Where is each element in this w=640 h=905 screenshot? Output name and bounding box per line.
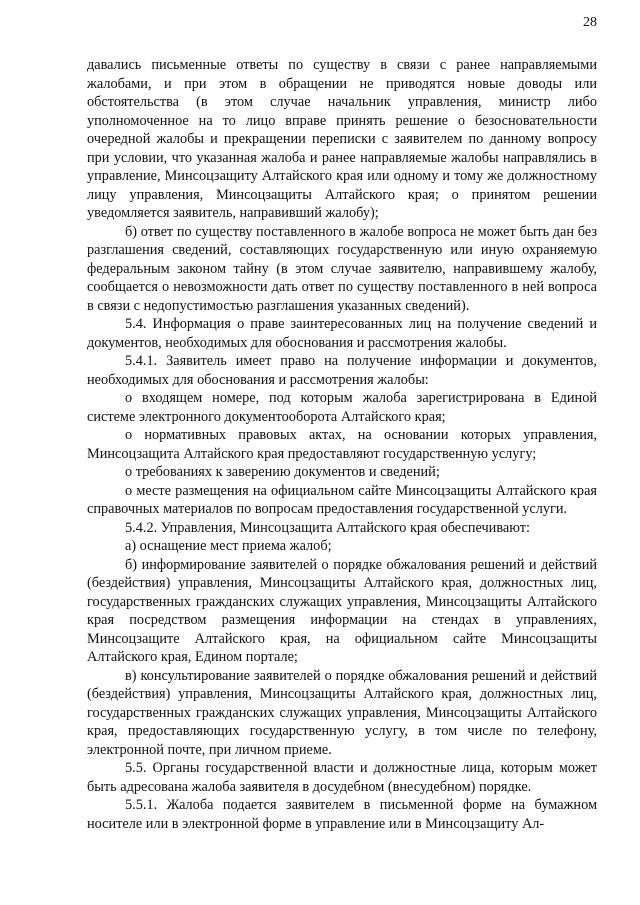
paragraph: давались письменные ответы по существу в связи с ранее направляемыми жалобами, и при этом в обращении не приводятся новые доводы или обстоятельства (в этом случае начальник управления, министр либо уполномоченное на то лицо вправе принять решение о безосновательности очередной жалобы и прекращении переписки с заявителем по данному вопросу при условии, что указанная жалоба и ранее направляемые жалобы направлялись в управление, Минсоцзащиту Алтайского края или одному и тому же должностному лицу управления, Минсоцзащиты Алтайского края; о принятом решении уведомляется заявитель, направивший жалобу); xyxy=(87,57,597,221)
document-body xyxy=(87,56,597,833)
paragraph: а) оснащение мест приема жалоб; xyxy=(125,538,332,554)
paragraph: в) консультирование заявителей о порядке обжалования решений и действий (бездействия) управления, Минсоцзащиты Алтайского края, должностных лиц, государственных гражданских служащих управления, Минсоцзащиты Алтайского края, предоставляющих государственную услугу, в том числе по телефону, электронной почте, при личном приеме. xyxy=(87,667,597,758)
paragraph: б) ответ по существу поставленного в жалобе вопроса не может быть дан без разглашения сведений, составляющих государственную или иную охраняемую федеральным законом тайну (в этом случае заявителю, направившему жалобу, сообщается о невозможности дать ответ по существу поставленного в ней вопроса в связи с недопустимостью разглашения указанных сведений). xyxy=(87,223,597,314)
paragraph: б) информирование заявителей о порядке обжалования решений и действий (бездействия) управления, Минсоцзащиты Алтайского края, должностных лиц, государственных гражданских служащих управления, Минсоцзащиты Алтайского края посредством размещения информации на стендах в управлениях, Минсоцзащите Алтайского края, на официальном сайте Минсоцзащиты Алтайского края, Едином портале; xyxy=(87,556,597,665)
paragraph: 5.5.1. Жалоба подается заявителем в письменной форме на бумажном носителе или в электронной форме в управление или в Минсоцзащиту Ал- xyxy=(87,797,597,832)
paragraph: о требованиях к заверению документов и сведений; xyxy=(125,464,440,480)
paragraph: 5.4. Информация о праве заинтересованных лиц на получение сведений и документов, необходимых для обоснования и рассмотрения жалобы. xyxy=(87,316,597,351)
page-number: 28 xyxy=(583,15,597,30)
paragraph: 5.4.2. Управления, Минсоцзащита Алтайского края обеспечивают: xyxy=(125,519,530,536)
paragraph: о нормативных правовых актах, на основании которых управления, Минсоцзащита Алтайского края предоставляют государственную услугу; xyxy=(87,427,597,462)
paragraph: о месте размещения на официальном сайте Минсоцзащиты Алтайского края справочных материалов по вопросам предоставления государственной услуги. xyxy=(87,482,597,517)
paragraph: о входящем номере, под которым жалоба зарегистрирована в Единой системе электронного документооборота Алтайского края; xyxy=(87,390,597,425)
paragraph: 5.5. Органы государственной власти и должностные лица, которым может быть адресована жалоба заявителя в досудебном (внесудебном) порядке. xyxy=(87,760,597,795)
paragraph: 5.4.1. Заявитель имеет право на получение информации и документов, необходимых для обоснования и рассмотрения жалобы: xyxy=(87,353,597,388)
